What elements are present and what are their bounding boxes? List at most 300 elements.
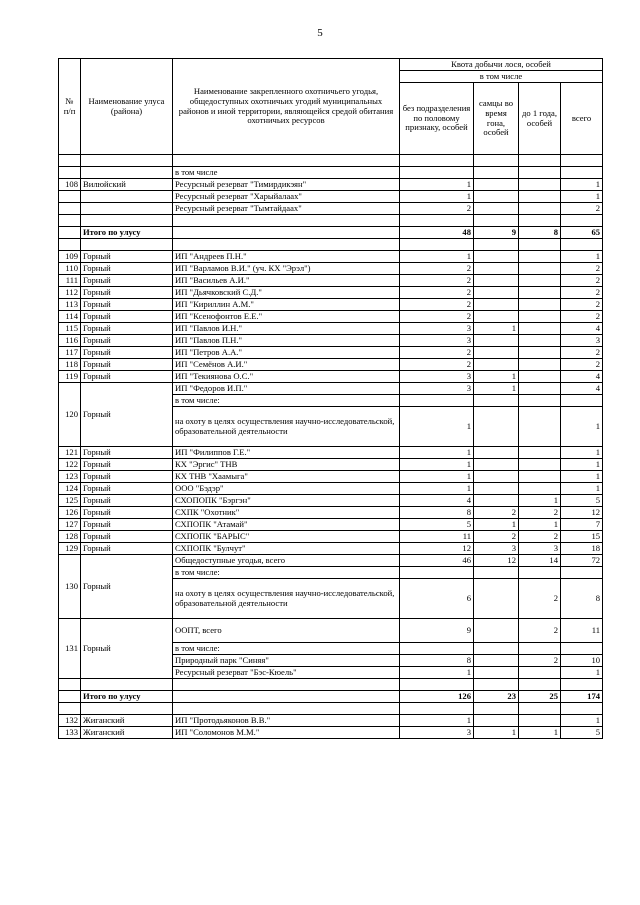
cell-number — [59, 203, 81, 215]
cell-males-rut — [474, 347, 519, 359]
cell-empty — [173, 227, 400, 239]
cell-under-one-year: 1 — [519, 495, 561, 507]
cell-ulus: Горный — [81, 335, 173, 347]
cell-empty — [561, 679, 603, 691]
blank-row — [59, 215, 603, 227]
cell-hunting-ground: Общедоступные угодья, всего — [173, 555, 400, 567]
cell-under-one-year: 25 — [519, 691, 561, 703]
cell-males-rut: 12 — [474, 555, 519, 567]
cell-hunting-ground: в том числе: — [173, 395, 400, 407]
cell-hunting-ground: ИП "Протодьяконов В.В." — [173, 715, 400, 727]
cell-hunting-ground: ИП "Кириллин А.М." — [173, 299, 400, 311]
table-row — [59, 251, 603, 263]
cell-males-rut — [474, 483, 519, 495]
cell-total: 5 — [561, 495, 603, 507]
cell-hunting-ground: в том числе: — [173, 643, 400, 655]
cell-males-rut: 1 — [474, 371, 519, 383]
cell-under-one-year — [519, 191, 561, 203]
cell-males-rut: 2 — [474, 531, 519, 543]
cell-males-rut — [474, 579, 519, 619]
table-row — [59, 555, 603, 567]
cell-males-rut — [474, 335, 519, 347]
cell-males-rut — [474, 311, 519, 323]
table-row — [59, 619, 603, 643]
table-row — [59, 459, 603, 471]
cell-hunting-ground: ИП "Андреев П.Н." — [173, 251, 400, 263]
cell-ulus — [81, 203, 173, 215]
cell-under-one-year — [519, 447, 561, 459]
cell-males-rut — [474, 471, 519, 483]
header-quota: Квота добычи лося, особей — [400, 59, 603, 71]
cell-ulus: Горный — [81, 555, 173, 619]
cell-hunting-ground: на охоту в целях осуществления научно-исследовательской, образовательной деятельности — [173, 407, 400, 447]
cell-males-rut: 1 — [474, 727, 519, 739]
cell-males-rut — [474, 203, 519, 215]
cell-ulus: Горный — [81, 299, 173, 311]
blank-row — [59, 239, 603, 251]
table-row — [59, 311, 603, 323]
cell-total: 1 — [561, 459, 603, 471]
cell-no-sex-division: 1 — [400, 459, 474, 471]
cell-total: 15 — [561, 531, 603, 543]
cell-empty — [400, 679, 474, 691]
cell-total: 2 — [561, 359, 603, 371]
cell-no-sex-division: 2 — [400, 275, 474, 287]
cell-no-sex-division: 3 — [400, 335, 474, 347]
cell-number: 129 — [59, 543, 81, 555]
cell-under-one-year — [519, 715, 561, 727]
cell-empty — [519, 679, 561, 691]
cell-hunting-ground: Ресурсный резерват "Тимирдикэян" — [173, 179, 400, 191]
cell-no-sex-division: 3 — [400, 727, 474, 739]
cell-empty — [519, 215, 561, 227]
cell-total: 18 — [561, 543, 603, 555]
cell-total: 72 — [561, 555, 603, 567]
cell-total: 11 — [561, 619, 603, 643]
cell-empty — [519, 155, 561, 167]
cell-number: 123 — [59, 471, 81, 483]
cell-no-sex-division: 6 — [400, 579, 474, 619]
cell-ulus: Жиганский — [81, 727, 173, 739]
cell-under-one-year — [519, 383, 561, 395]
cell-empty — [519, 703, 561, 715]
cell-total: 1 — [561, 251, 603, 263]
cell-empty — [81, 703, 173, 715]
cell-ulus: Горный — [81, 383, 173, 447]
cell-number: 122 — [59, 459, 81, 471]
cell-no-sex-division: 1 — [400, 483, 474, 495]
cell-empty — [519, 239, 561, 251]
cell-ulus: Горный — [81, 483, 173, 495]
cell-number — [59, 191, 81, 203]
cell-total: 1 — [561, 483, 603, 495]
header-ulus: Наименование улуса (района) — [81, 59, 173, 155]
cell-no-sex-division: 46 — [400, 555, 474, 567]
cell-males-rut: 1 — [474, 323, 519, 335]
table-row — [59, 483, 603, 495]
cell-number: 113 — [59, 299, 81, 311]
total-row — [59, 691, 603, 703]
cell-under-one-year — [519, 667, 561, 679]
cell-males-rut — [474, 287, 519, 299]
moose-quota-table — [58, 58, 603, 739]
cell-hunting-ground: на охоту в целях осуществления научно-исследовательской, образовательной деятельности — [173, 579, 400, 619]
cell-hunting-ground: ИП "Филиппов Г.Е." — [173, 447, 400, 459]
header-males-rut: самцы во время гона, особей — [474, 83, 519, 155]
cell-under-one-year: 3 — [519, 543, 561, 555]
cell-ulus: Горный — [81, 459, 173, 471]
cell-number: 119 — [59, 371, 81, 383]
cell-under-one-year — [519, 299, 561, 311]
cell-hunting-ground: ИП "Ксенофонтов Е.Е." — [173, 311, 400, 323]
cell-under-one-year — [519, 335, 561, 347]
cell-under-one-year — [519, 203, 561, 215]
cell-hunting-ground: ИП "Павлов И.Н." — [173, 323, 400, 335]
cell-total: 2 — [561, 287, 603, 299]
cell-total: 1 — [561, 471, 603, 483]
cell-number: 130 — [59, 555, 81, 619]
cell-number: 125 — [59, 495, 81, 507]
cell-ulus: Горный — [81, 519, 173, 531]
cell-empty — [59, 703, 81, 715]
cell-males-rut — [474, 447, 519, 459]
cell-no-sex-division: 3 — [400, 371, 474, 383]
cell-males-rut — [474, 167, 519, 179]
cell-no-sex-division: 9 — [400, 619, 474, 643]
cell-males-rut — [474, 179, 519, 191]
cell-empty — [81, 215, 173, 227]
cell-number: 120 — [59, 383, 81, 447]
cell-number: 117 — [59, 347, 81, 359]
table-row — [59, 507, 603, 519]
cell-males-rut — [474, 495, 519, 507]
cell-number: 108 — [59, 179, 81, 191]
cell-number: 118 — [59, 359, 81, 371]
cell-empty — [173, 239, 400, 251]
cell-number: 111 — [59, 275, 81, 287]
cell-hunting-ground: ИП "Павлов П.Н." — [173, 335, 400, 347]
cell-under-one-year — [519, 459, 561, 471]
cell-empty — [561, 703, 603, 715]
cell-under-one-year — [519, 251, 561, 263]
cell-no-sex-division: 1 — [400, 407, 474, 447]
cell-empty — [474, 239, 519, 251]
cell-total: 8 — [561, 579, 603, 619]
cell-ulus: Горный — [81, 495, 173, 507]
cell-ulus: Горный — [81, 323, 173, 335]
cell-males-rut — [474, 395, 519, 407]
cell-under-one-year — [519, 395, 561, 407]
cell-ulus: Горный — [81, 359, 173, 371]
table-row — [59, 167, 603, 179]
cell-no-sex-division — [400, 567, 474, 579]
cell-no-sex-division: 11 — [400, 531, 474, 543]
cell-empty — [400, 215, 474, 227]
cell-males-rut — [474, 459, 519, 471]
cell-ulus: Горный — [81, 543, 173, 555]
cell-total: 65 — [561, 227, 603, 239]
cell-total: 1 — [561, 407, 603, 447]
cell-under-one-year — [519, 275, 561, 287]
cell-total: 1 — [561, 447, 603, 459]
cell-number: 124 — [59, 483, 81, 495]
cell-males-rut: 1 — [474, 383, 519, 395]
cell-number: 116 — [59, 335, 81, 347]
total-row — [59, 227, 603, 239]
cell-hunting-ground: ИП "Соломонов М.М." — [173, 727, 400, 739]
cell-empty — [561, 155, 603, 167]
cell-ulus: Горный — [81, 347, 173, 359]
cell-number: 128 — [59, 531, 81, 543]
cell-males-rut — [474, 299, 519, 311]
total-label: Итого по улусу — [81, 227, 173, 239]
cell-under-one-year — [519, 263, 561, 275]
cell-under-one-year — [519, 287, 561, 299]
cell-empty — [81, 155, 173, 167]
cell-total: 7 — [561, 519, 603, 531]
cell-under-one-year: 14 — [519, 555, 561, 567]
cell-males-rut — [474, 667, 519, 679]
cell-hunting-ground: ИП "Варламов В.И." (уч. КХ "Эрэл") — [173, 263, 400, 275]
cell-empty — [59, 215, 81, 227]
table-row — [59, 347, 603, 359]
cell-males-rut — [474, 407, 519, 447]
cell-under-one-year: 1 — [519, 727, 561, 739]
header-number: № п/п — [59, 59, 81, 155]
cell-hunting-ground: в том числе — [173, 167, 400, 179]
cell-males-rut — [474, 567, 519, 579]
cell-empty — [81, 679, 173, 691]
cell-total: 1 — [561, 667, 603, 679]
cell-total: 2 — [561, 203, 603, 215]
cell-total: 10 — [561, 655, 603, 667]
cell-empty — [400, 239, 474, 251]
cell-empty — [59, 227, 81, 239]
cell-under-one-year — [519, 567, 561, 579]
cell-no-sex-division — [400, 395, 474, 407]
cell-ulus: Горный — [81, 287, 173, 299]
cell-empty — [59, 239, 81, 251]
cell-total: 2 — [561, 263, 603, 275]
cell-ulus: Горный — [81, 371, 173, 383]
cell-number: 121 — [59, 447, 81, 459]
cell-no-sex-division: 1 — [400, 179, 474, 191]
cell-no-sex-division: 1 — [400, 715, 474, 727]
cell-males-rut — [474, 655, 519, 667]
cell-ulus: Горный — [81, 251, 173, 263]
cell-no-sex-division: 8 — [400, 507, 474, 519]
cell-total: 174 — [561, 691, 603, 703]
table-body — [59, 155, 603, 739]
cell-under-one-year: 1 — [519, 519, 561, 531]
cell-no-sex-division: 2 — [400, 287, 474, 299]
cell-total: 1 — [561, 715, 603, 727]
cell-empty — [400, 155, 474, 167]
cell-under-one-year: 2 — [519, 655, 561, 667]
cell-no-sex-division: 48 — [400, 227, 474, 239]
blank-row — [59, 679, 603, 691]
cell-empty — [474, 679, 519, 691]
cell-empty — [59, 155, 81, 167]
table-row — [59, 715, 603, 727]
cell-males-rut — [474, 359, 519, 371]
table-row — [59, 383, 603, 395]
cell-number: 127 — [59, 519, 81, 531]
cell-hunting-ground: Ресурсный резерват "Бэс-Кюель" — [173, 667, 400, 679]
header-under-one-year: до 1 года, особей — [519, 83, 561, 155]
cell-hunting-ground: в том числе: — [173, 567, 400, 579]
table-row — [59, 531, 603, 543]
table-row — [59, 519, 603, 531]
cell-number: 115 — [59, 323, 81, 335]
cell-empty — [173, 155, 400, 167]
cell-males-rut: 2 — [474, 507, 519, 519]
cell-ulus: Горный — [81, 471, 173, 483]
cell-empty — [561, 215, 603, 227]
cell-hunting-ground: КХ "Эргис" ТНВ — [173, 459, 400, 471]
cell-under-one-year — [519, 643, 561, 655]
table-row — [59, 471, 603, 483]
cell-ulus: Горный — [81, 275, 173, 287]
cell-total: 1 — [561, 179, 603, 191]
header-hunting-ground: Наименование закрепленного охотничьего угодья, общедоступных охотничьих угодий муниципальных районов и иной территории, являющейся средой обитания охотничьих ресурсов — [173, 59, 400, 155]
cell-under-one-year — [519, 347, 561, 359]
cell-under-one-year — [519, 407, 561, 447]
cell-no-sex-division: 4 — [400, 495, 474, 507]
cell-number — [59, 167, 81, 179]
cell-number: 109 — [59, 251, 81, 263]
table-row — [59, 191, 603, 203]
cell-hunting-ground: СХПОПК "Атамай" — [173, 519, 400, 531]
cell-males-rut: 1 — [474, 519, 519, 531]
cell-no-sex-division: 2 — [400, 263, 474, 275]
cell-hunting-ground: ИП "Федоров И.П." — [173, 383, 400, 395]
total-label: Итого по улусу — [81, 691, 173, 703]
cell-under-one-year: 2 — [519, 507, 561, 519]
cell-hunting-ground: СХПОПК "Булчут" — [173, 543, 400, 555]
cell-under-one-year: 2 — [519, 619, 561, 643]
cell-males-rut: 3 — [474, 543, 519, 555]
table-row — [59, 447, 603, 459]
cell-ulus: Горный — [81, 507, 173, 519]
cell-total: 2 — [561, 347, 603, 359]
table-row — [59, 495, 603, 507]
cell-ulus: Горный — [81, 447, 173, 459]
cell-ulus: Горный — [81, 263, 173, 275]
cell-ulus: Горный — [81, 531, 173, 543]
cell-empty — [400, 703, 474, 715]
cell-hunting-ground: КХ ТНВ "Хаамыга" — [173, 471, 400, 483]
table-row — [59, 335, 603, 347]
header-no-sex-division: без подразделения по половому признаку, особей — [400, 83, 474, 155]
cell-total — [561, 167, 603, 179]
cell-no-sex-division: 1 — [400, 471, 474, 483]
cell-males-rut — [474, 715, 519, 727]
cell-no-sex-division: 5 — [400, 519, 474, 531]
cell-empty — [173, 703, 400, 715]
cell-ulus: Вилюйский — [81, 179, 173, 191]
cell-no-sex-division — [400, 643, 474, 655]
cell-number: 112 — [59, 287, 81, 299]
cell-no-sex-division: 12 — [400, 543, 474, 555]
cell-males-rut — [474, 191, 519, 203]
cell-under-one-year — [519, 179, 561, 191]
page-number: 5 — [317, 27, 323, 39]
cell-empty — [173, 691, 400, 703]
cell-total: 4 — [561, 371, 603, 383]
cell-total: 12 — [561, 507, 603, 519]
table-row — [59, 263, 603, 275]
cell-males-rut — [474, 643, 519, 655]
cell-no-sex-division: 2 — [400, 311, 474, 323]
blank-row — [59, 155, 603, 167]
cell-hunting-ground: ИП "Дьячковский С.Д." — [173, 287, 400, 299]
cell-males-rut — [474, 251, 519, 263]
cell-males-rut: 9 — [474, 227, 519, 239]
cell-empty — [81, 239, 173, 251]
cell-under-one-year — [519, 311, 561, 323]
cell-number: 133 — [59, 727, 81, 739]
cell-empty — [59, 679, 81, 691]
cell-no-sex-division: 2 — [400, 347, 474, 359]
cell-no-sex-division: 3 — [400, 323, 474, 335]
cell-total — [561, 395, 603, 407]
cell-no-sex-division: 2 — [400, 203, 474, 215]
cell-males-rut — [474, 619, 519, 643]
cell-total: 4 — [561, 323, 603, 335]
cell-males-rut — [474, 263, 519, 275]
cell-hunting-ground: Ресурсный резерват "Харыйалаах" — [173, 191, 400, 203]
cell-hunting-ground: ООО "Бэдэр" — [173, 483, 400, 495]
cell-under-one-year — [519, 483, 561, 495]
cell-empty — [59, 691, 81, 703]
cell-under-one-year: 2 — [519, 531, 561, 543]
cell-males-rut: 23 — [474, 691, 519, 703]
cell-empty — [173, 679, 400, 691]
cell-under-one-year — [519, 471, 561, 483]
cell-hunting-ground: ООПТ, всего — [173, 619, 400, 643]
cell-under-one-year — [519, 371, 561, 383]
cell-under-one-year: 2 — [519, 579, 561, 619]
cell-no-sex-division: 8 — [400, 655, 474, 667]
cell-total: 3 — [561, 335, 603, 347]
cell-hunting-ground: СХПОПК "БАРЫС" — [173, 531, 400, 543]
cell-under-one-year — [519, 323, 561, 335]
cell-number: 114 — [59, 311, 81, 323]
cell-no-sex-division: 1 — [400, 251, 474, 263]
table-row — [59, 543, 603, 555]
cell-total: 5 — [561, 727, 603, 739]
cell-no-sex-division: 126 — [400, 691, 474, 703]
blank-row — [59, 703, 603, 715]
cell-no-sex-division: 3 — [400, 383, 474, 395]
cell-males-rut — [474, 275, 519, 287]
cell-number: 110 — [59, 263, 81, 275]
cell-hunting-ground: ИП "Васильев А.И." — [173, 275, 400, 287]
table-row — [59, 287, 603, 299]
cell-no-sex-division: 1 — [400, 667, 474, 679]
cell-under-one-year — [519, 167, 561, 179]
cell-under-one-year — [519, 359, 561, 371]
table-row — [59, 371, 603, 383]
cell-total — [561, 643, 603, 655]
cell-hunting-ground: СХПК "Охотник" — [173, 507, 400, 519]
cell-no-sex-division: 1 — [400, 191, 474, 203]
cell-hunting-ground: Природный парк "Синяя" — [173, 655, 400, 667]
cell-under-one-year: 8 — [519, 227, 561, 239]
cell-empty — [173, 215, 400, 227]
cell-number: 131 — [59, 619, 81, 679]
